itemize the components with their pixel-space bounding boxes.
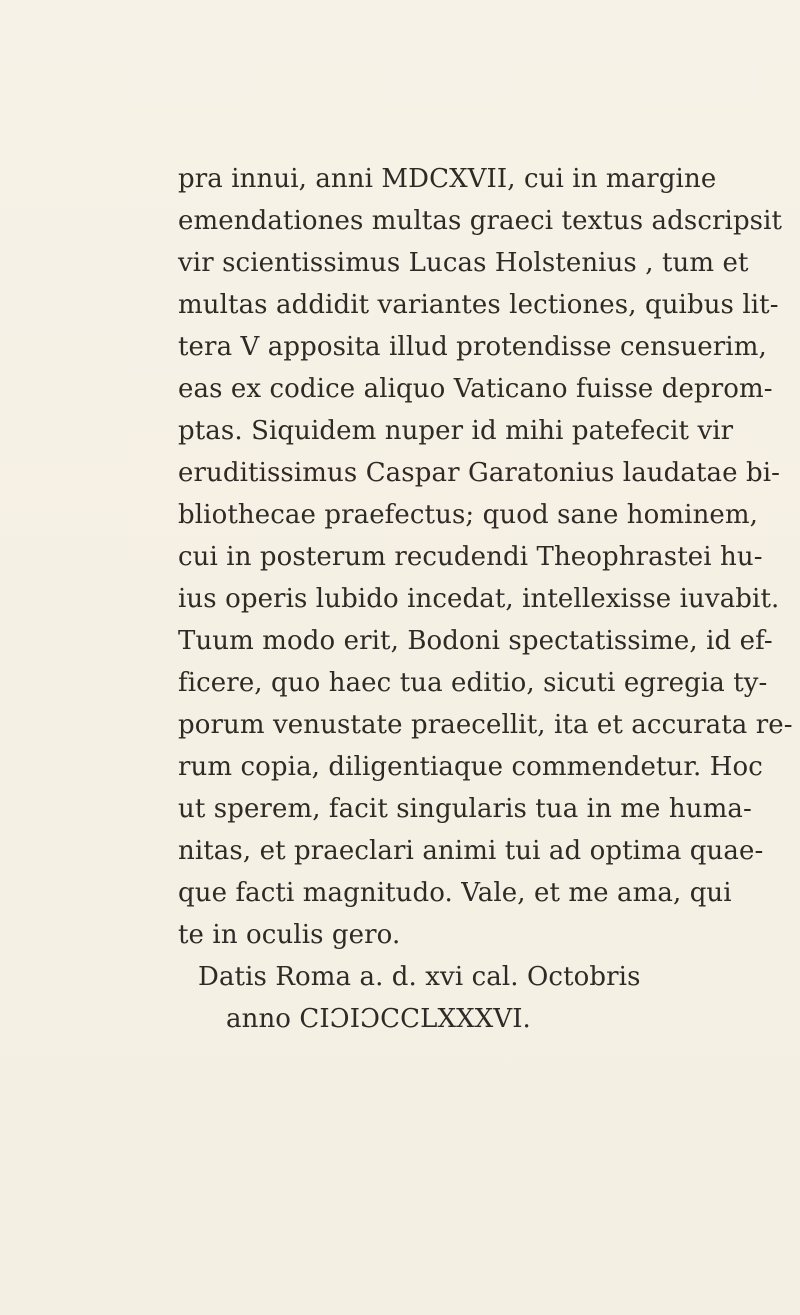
text-line: porum venustate praecellit, ita et accurata re- bbox=[178, 710, 793, 740]
text-line: ptas. Siquidem nuper id mihi patefecit vir bbox=[178, 416, 734, 446]
text-line: eruditissimus Caspar Garatonius laudatae bi- bbox=[178, 458, 781, 488]
closing-year-line: anno CIƆIƆCCLXXXVI. bbox=[226, 1004, 531, 1034]
text-line: ut sperem, facit singularis tua in me huma- bbox=[178, 794, 752, 824]
text-line: bliothecae praefectus; quod sane hominem, bbox=[178, 500, 759, 530]
letter-body bbox=[178, 158, 793, 1040]
text-line: vir scientissimus Lucas Holstenius , tum et bbox=[178, 248, 749, 278]
text-line: nitas, et praeclari animi tui ad optima quae- bbox=[178, 836, 764, 866]
text-line: eas ex codice aliquo Vaticano fuisse deprom- bbox=[178, 374, 773, 404]
text-line: Tuum modo erit, Bodoni spectatissime, id ef- bbox=[178, 626, 773, 656]
text-line: cui in posterum recudendi Theophrastei hu- bbox=[178, 542, 763, 572]
text-line: rum copia, diligentiaque commendetur. Hoc bbox=[178, 752, 763, 782]
text-line: tera V apposita illud protendisse censuerim, bbox=[178, 332, 767, 362]
text-line: emendationes multas graeci textus adscripsit bbox=[178, 206, 783, 236]
text-line: que facti magnitudo. Vale, et me ama, qui bbox=[178, 878, 732, 908]
closing-date-line: Datis Roma a. d. xvi cal. Octobris bbox=[198, 962, 641, 992]
text-line: ficere, quo haec tua editio, sicuti egregia ty- bbox=[178, 668, 768, 698]
text-line: te in oculis gero. bbox=[178, 920, 401, 950]
text-line: pra innui, anni MDCXVII, cui in margine bbox=[178, 164, 717, 194]
text-line: multas addidit variantes lectiones, quibus lit- bbox=[178, 290, 779, 320]
text-line: ius operis lubido incedat, intellexisse iuvabit. bbox=[178, 584, 780, 614]
